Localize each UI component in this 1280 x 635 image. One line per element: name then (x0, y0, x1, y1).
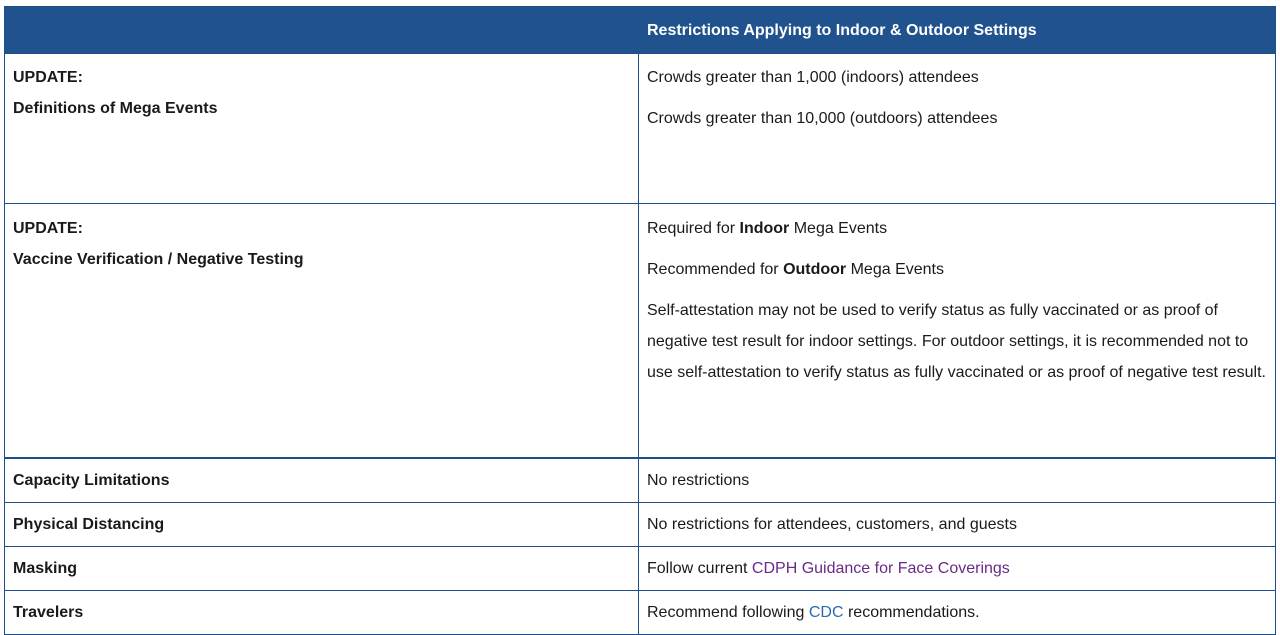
row-label-text: Definitions of Mega Events (13, 100, 218, 117)
vaccine-indoor-line (647, 213, 1267, 244)
table-row-travelers (5, 591, 1276, 635)
row-value-mega-events (639, 54, 1276, 204)
row-label-travelers: Travelers (5, 591, 639, 635)
vaccine-outdoor-line (647, 254, 1267, 285)
row-value-travelers (639, 591, 1276, 635)
text-span: Mega Events (789, 220, 888, 237)
row-value-masking (639, 547, 1276, 591)
text-span: Follow current (647, 560, 752, 577)
row-value-capacity: No restrictions (639, 458, 1276, 503)
header-cell-category (5, 7, 639, 54)
table-row-vaccine-verification (5, 204, 1276, 459)
row-label-text: Vaccine Verification / Negative Testing (13, 251, 304, 268)
emphasis-indoor: Indoor (739, 220, 790, 237)
update-tag: UPDATE: (13, 69, 83, 86)
cdph-guidance-link[interactable]: CDPH Guidance for Face Coverings (751, 560, 1010, 577)
row-value-distancing: No restrictions for attendees, customers, and guests (639, 503, 1276, 547)
restrictions-table (4, 6, 1276, 635)
mega-outdoor-text: Crowds greater than 10,000 (outdoors) attendees (647, 110, 998, 127)
emphasis-outdoor: Outdoor (783, 261, 847, 278)
text-span: Required for (647, 220, 740, 237)
table-row-distancing (5, 503, 1276, 547)
table-header-row (5, 7, 1276, 54)
row-value-vaccine-verification (639, 204, 1276, 459)
text-span: Mega Events (846, 261, 944, 278)
mega-indoor-text: Crowds greater than 1,000 (indoors) attendees (647, 69, 979, 86)
table-row-mega-events (5, 54, 1276, 204)
self-attestation-paragraph: Self-attestation may not be used to verify status as fully vaccinated or as proof of negative test result for indoor settings. For outdoor settings, it is recommended not to use self-attestation to verify status as fully vaccinated or as proof of negative test result. (647, 302, 1266, 381)
row-label-distancing: Physical Distancing (5, 503, 639, 547)
update-tag: UPDATE: (13, 220, 83, 237)
row-label-capacity: Capacity Limitations (5, 458, 639, 503)
text-span: Recommended for (647, 261, 784, 278)
row-label-mega-events (5, 54, 639, 204)
row-label-vaccine-verification (5, 204, 639, 459)
table-row-capacity (5, 458, 1276, 503)
table-row-masking (5, 547, 1276, 591)
cdc-link[interactable]: CDC (808, 604, 844, 621)
row-label-masking: Masking (5, 547, 639, 591)
text-span: Recommend following (647, 604, 809, 621)
header-cell-restrictions: Restrictions Applying to Indoor & Outdoor Settings (639, 7, 1276, 54)
text-span: recommendations. (843, 604, 980, 621)
